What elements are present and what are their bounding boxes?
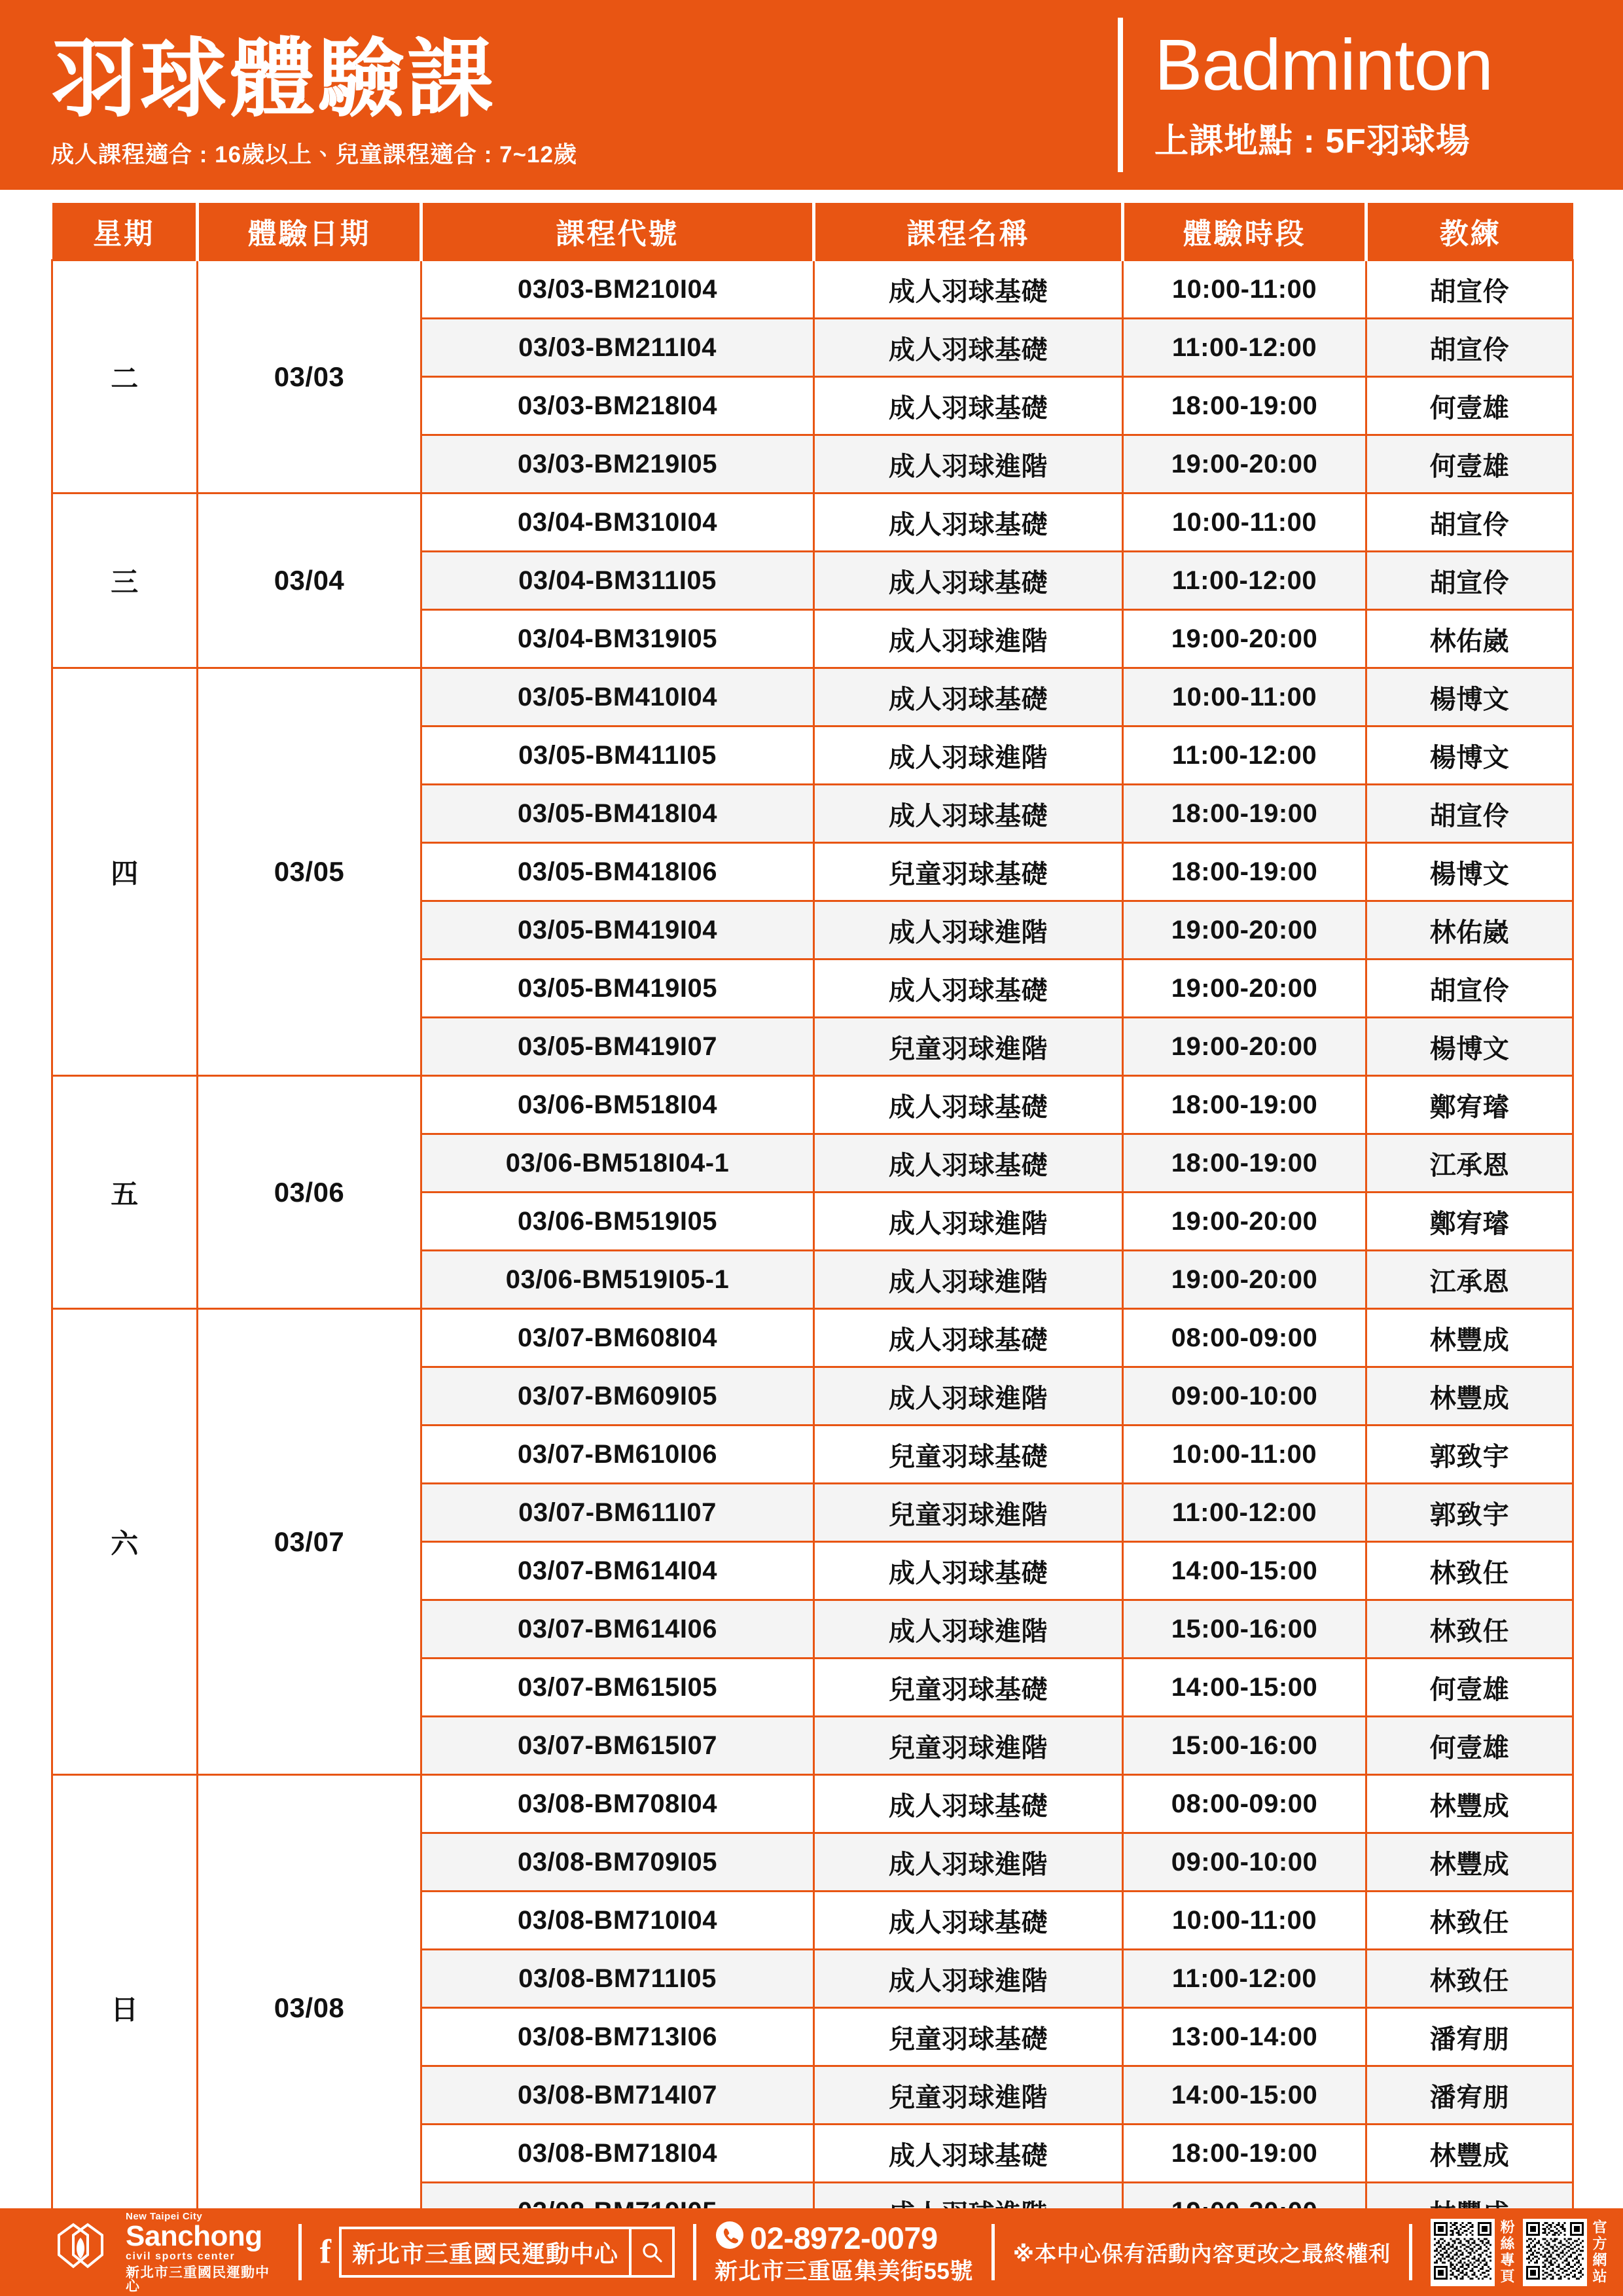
qr-code-fanpage-icon[interactable] bbox=[1431, 2219, 1495, 2286]
cell-timeslot: 18:00-19:00 bbox=[1123, 377, 1366, 435]
table-header bbox=[52, 203, 1573, 260]
cell-course-name: 成人羽球基礎 bbox=[814, 493, 1123, 552]
cell-course-code: 03/06-BM519I05-1 bbox=[421, 1251, 814, 1309]
cell-course-code: 03/08-BM709I05 bbox=[421, 1833, 814, 1892]
cell-course-name: 兒童羽球進階 bbox=[814, 1717, 1123, 1775]
cell-date: 03/06 bbox=[198, 1076, 421, 1309]
cell-timeslot: 19:00-20:00 bbox=[1123, 960, 1366, 1018]
cell-coach: 林佑崴 bbox=[1366, 901, 1573, 960]
cell-course-code: 03/05-BM418I06 bbox=[421, 843, 814, 901]
logo-chinese-label: 新北市三重國民運動中心 bbox=[126, 2265, 270, 2294]
cell-course-name: 成人羽球基礎 bbox=[814, 1775, 1123, 1833]
footer-divider-1 bbox=[298, 2224, 302, 2280]
cell-course-name: 兒童羽球進階 bbox=[814, 1484, 1123, 1542]
page-header bbox=[0, 0, 1623, 190]
cell-course-code: 03/08-BM711I05 bbox=[421, 1950, 814, 2008]
cell-coach: 何壹雄 bbox=[1366, 1717, 1573, 1775]
col-header-weekday: 星期 bbox=[52, 203, 198, 260]
qr-code-block bbox=[1431, 2219, 1606, 2286]
cell-date: 03/08 bbox=[198, 1775, 421, 2241]
cell-timeslot: 14:00-15:00 bbox=[1123, 1659, 1366, 1717]
cell-course-name: 兒童羽球進階 bbox=[814, 1018, 1123, 1076]
table-row bbox=[52, 493, 1573, 552]
cell-timeslot: 18:00-19:00 bbox=[1123, 1076, 1366, 1134]
cell-coach: 郭致宇 bbox=[1366, 1484, 1573, 1542]
cell-date: 03/04 bbox=[198, 493, 421, 668]
cell-course-name: 兒童羽球基礎 bbox=[814, 843, 1123, 901]
cell-timeslot: 10:00-11:00 bbox=[1123, 1426, 1366, 1484]
header-vertical-divider bbox=[1118, 18, 1123, 172]
cell-timeslot: 09:00-10:00 bbox=[1123, 1833, 1366, 1892]
cell-timeslot: 18:00-19:00 bbox=[1123, 1134, 1366, 1193]
qr-caption-website: 官方網站 bbox=[1591, 2219, 1607, 2285]
cell-course-name: 成人羽球基礎 bbox=[814, 785, 1123, 843]
cell-timeslot: 08:00-09:00 bbox=[1123, 1775, 1366, 1833]
cell-coach: 林致任 bbox=[1366, 1892, 1573, 1950]
col-header-coach: 教練 bbox=[1366, 203, 1573, 260]
cell-course-name: 兒童羽球基礎 bbox=[814, 1426, 1123, 1484]
cell-course-code: 03/08-BM710I04 bbox=[421, 1892, 814, 1950]
cell-coach: 林致任 bbox=[1366, 1600, 1573, 1659]
cell-timeslot: 10:00-11:00 bbox=[1123, 668, 1366, 726]
disclaimer-label: ※本中心保有活動內容更改之最終權利 bbox=[1012, 2241, 1391, 2266]
cell-course-code: 03/05-BM419I05 bbox=[421, 960, 814, 1018]
cell-timeslot: 15:00-16:00 bbox=[1123, 1600, 1366, 1659]
cell-timeslot: 11:00-12:00 bbox=[1123, 726, 1366, 785]
cell-timeslot: 19:00-20:00 bbox=[1123, 1251, 1366, 1309]
cell-timeslot: 19:00-20:00 bbox=[1123, 1193, 1366, 1251]
cell-course-name: 成人羽球進階 bbox=[814, 1367, 1123, 1426]
cell-course-name: 成人羽球基礎 bbox=[814, 1892, 1123, 1950]
cell-weekday: 四 bbox=[52, 668, 198, 1076]
cell-timeslot: 11:00-12:00 bbox=[1123, 319, 1366, 377]
cell-course-code: 03/08-BM714I07 bbox=[421, 2066, 814, 2125]
cell-course-name: 成人羽球進階 bbox=[814, 1950, 1123, 2008]
cell-course-code: 03/05-BM411I05 bbox=[421, 726, 814, 785]
cell-coach: 楊博文 bbox=[1366, 726, 1573, 785]
cell-course-code: 03/03-BM219I05 bbox=[421, 435, 814, 493]
header-right-block bbox=[1113, 0, 1623, 190]
cell-course-code: 03/06-BM518I04 bbox=[421, 1076, 814, 1134]
col-header-date: 體驗日期 bbox=[198, 203, 421, 260]
sanchong-logo-text bbox=[126, 2212, 280, 2293]
cell-date: 03/05 bbox=[198, 668, 421, 1076]
cell-weekday: 二 bbox=[52, 260, 198, 493]
phone-icon bbox=[715, 2220, 745, 2257]
address-label: 新北市三重區集美街55號 bbox=[714, 2259, 973, 2285]
cell-course-code: 03/08-BM713I06 bbox=[421, 2008, 814, 2066]
schedule-table bbox=[51, 203, 1574, 2242]
cell-course-name: 兒童羽球基礎 bbox=[814, 1659, 1123, 1717]
cell-coach: 林佑崴 bbox=[1366, 610, 1573, 668]
cell-coach: 胡宣伶 bbox=[1366, 960, 1573, 1018]
cell-coach: 林豐成 bbox=[1366, 1775, 1573, 1833]
cell-timeslot: 19:00-20:00 bbox=[1123, 435, 1366, 493]
cell-coach: 何壹雄 bbox=[1366, 1659, 1573, 1717]
facebook-page-name: 新北市三重國民運動中心 bbox=[351, 2240, 618, 2267]
cell-course-name: 成人羽球進階 bbox=[814, 1251, 1123, 1309]
qr-code-website-icon[interactable] bbox=[1523, 2219, 1587, 2286]
cell-course-name: 成人羽球進階 bbox=[814, 726, 1123, 785]
cell-coach: 胡宣伶 bbox=[1366, 785, 1573, 843]
cell-timeslot: 18:00-19:00 bbox=[1123, 785, 1366, 843]
facebook-icon: f bbox=[319, 2233, 331, 2270]
cell-course-code: 03/07-BM614I06 bbox=[421, 1600, 814, 1659]
cell-coach: 鄭宥璿 bbox=[1366, 1193, 1573, 1251]
footer-divider-3 bbox=[991, 2224, 995, 2280]
cell-course-name: 成人羽球進階 bbox=[814, 610, 1123, 668]
cell-timeslot: 19:00-20:00 bbox=[1123, 901, 1366, 960]
cell-coach: 郭致宇 bbox=[1366, 1426, 1573, 1484]
sanchong-logo bbox=[17, 2212, 280, 2293]
cell-coach: 林豐成 bbox=[1366, 1833, 1573, 1892]
cell-course-code: 03/06-BM519I05 bbox=[421, 1193, 814, 1251]
cell-coach: 楊博文 bbox=[1366, 668, 1573, 726]
cell-course-name: 成人羽球基礎 bbox=[814, 2125, 1123, 2183]
table-row bbox=[52, 1309, 1573, 1367]
table-header-row bbox=[52, 203, 1573, 260]
cell-course-code: 03/03-BM211I04 bbox=[421, 319, 814, 377]
cell-coach: 楊博文 bbox=[1366, 843, 1573, 901]
cell-timeslot: 11:00-12:00 bbox=[1123, 552, 1366, 610]
schedule-table-wrapper bbox=[0, 190, 1623, 2242]
cell-weekday: 日 bbox=[52, 1775, 198, 2241]
header-left-block bbox=[0, 0, 1113, 190]
cell-course-name: 成人羽球基礎 bbox=[814, 668, 1123, 726]
sanchong-logo-icon bbox=[54, 2221, 116, 2284]
cell-course-name: 成人羽球基礎 bbox=[814, 552, 1123, 610]
footer-divider-4 bbox=[1409, 2224, 1412, 2280]
phone-line bbox=[715, 2220, 973, 2257]
cell-course-code: 03/05-BM410I04 bbox=[421, 668, 814, 726]
cell-coach: 林豐成 bbox=[1366, 1309, 1573, 1367]
cell-course-name: 兒童羽球進階 bbox=[814, 2066, 1123, 2125]
cell-course-name: 成人羽球基礎 bbox=[814, 1309, 1123, 1367]
table-row bbox=[52, 260, 1573, 319]
table-row bbox=[52, 1775, 1573, 1833]
page-footer bbox=[0, 2208, 1623, 2296]
cell-coach: 何壹雄 bbox=[1366, 435, 1573, 493]
cell-course-code: 03/03-BM210I04 bbox=[421, 260, 814, 319]
qr-unit-website[interactable] bbox=[1523, 2219, 1606, 2286]
header-right-text bbox=[1154, 18, 1493, 172]
col-header-code: 課程代號 bbox=[421, 203, 814, 260]
cell-course-code: 03/07-BM609I05 bbox=[421, 1367, 814, 1426]
cell-course-code: 03/05-BM419I07 bbox=[421, 1018, 814, 1076]
cell-timeslot: 18:00-19:00 bbox=[1123, 2125, 1366, 2183]
cell-timeslot: 15:00-16:00 bbox=[1123, 1717, 1366, 1775]
cell-course-name: 成人羽球進階 bbox=[814, 1600, 1123, 1659]
cell-course-code: 03/07-BM608I04 bbox=[421, 1309, 814, 1367]
cell-course-code: 03/05-BM419I04 bbox=[421, 901, 814, 960]
cell-coach: 潘宥朋 bbox=[1366, 2008, 1573, 2066]
cell-coach: 胡宣伶 bbox=[1366, 493, 1573, 552]
cell-timeslot: 11:00-12:00 bbox=[1123, 1950, 1366, 2008]
cell-timeslot: 18:00-19:00 bbox=[1123, 843, 1366, 901]
cell-course-code: 03/04-BM311I05 bbox=[421, 552, 814, 610]
table-body bbox=[52, 260, 1573, 2241]
qr-unit-fanpage[interactable] bbox=[1431, 2219, 1514, 2286]
logo-name-label: Sanchong bbox=[126, 2219, 262, 2252]
cell-course-name: 成人羽球基礎 bbox=[814, 260, 1123, 319]
cell-course-code: 03/04-BM310I04 bbox=[421, 493, 814, 552]
page-title: 羽球體驗課 bbox=[51, 31, 496, 127]
cell-coach: 林致任 bbox=[1366, 1542, 1573, 1600]
cell-course-code: 03/06-BM518I04-1 bbox=[421, 1134, 814, 1193]
cell-coach: 林豐成 bbox=[1366, 2125, 1573, 2183]
cell-timeslot: 10:00-11:00 bbox=[1123, 260, 1366, 319]
cell-course-code: 03/07-BM615I05 bbox=[421, 1659, 814, 1717]
footer-divider-2 bbox=[693, 2224, 696, 2280]
phone-number: 02-8972-0079 bbox=[749, 2220, 938, 2255]
cell-coach: 楊博文 bbox=[1366, 1018, 1573, 1076]
facebook-search-block[interactable] bbox=[320, 2227, 675, 2278]
cell-coach: 胡宣伶 bbox=[1366, 552, 1573, 610]
page-subtitle: 成人課程適合 : 16歲以上、兒童課程適合 : 7~12歲 bbox=[51, 142, 577, 168]
cell-timeslot: 10:00-11:00 bbox=[1123, 1892, 1366, 1950]
cell-timeslot: 08:00-09:00 bbox=[1123, 1309, 1366, 1367]
logo-city-label: New Taipei City bbox=[126, 2210, 203, 2222]
cell-timeslot: 14:00-15:00 bbox=[1123, 2066, 1366, 2125]
cell-course-code: 03/07-BM614I04 bbox=[421, 1542, 814, 1600]
cell-course-name: 成人羽球基礎 bbox=[814, 319, 1123, 377]
cell-weekday: 六 bbox=[52, 1309, 198, 1775]
cell-course-code: 03/08-BM708I04 bbox=[421, 1775, 814, 1833]
cell-course-name: 成人羽球基礎 bbox=[814, 960, 1123, 1018]
cell-timeslot: 14:00-15:00 bbox=[1123, 1542, 1366, 1600]
cell-course-name: 成人羽球基礎 bbox=[814, 1076, 1123, 1134]
cell-course-code: 03/08-BM718I04 bbox=[421, 2125, 814, 2183]
cell-coach: 林豐成 bbox=[1366, 1367, 1573, 1426]
cell-timeslot: 19:00-20:00 bbox=[1123, 610, 1366, 668]
cell-coach: 潘宥朋 bbox=[1366, 2066, 1573, 2125]
cell-coach: 胡宣伶 bbox=[1366, 319, 1573, 377]
cell-course-name: 成人羽球基礎 bbox=[814, 377, 1123, 435]
cell-coach: 江承恩 bbox=[1366, 1134, 1573, 1193]
contact-block bbox=[715, 2220, 973, 2285]
cell-course-code: 03/07-BM615I07 bbox=[421, 1717, 814, 1775]
cell-timeslot: 19:00-20:00 bbox=[1123, 1018, 1366, 1076]
col-header-timeslot: 體驗時段 bbox=[1123, 203, 1366, 260]
cell-date: 03/03 bbox=[198, 260, 421, 493]
facebook-search-box[interactable] bbox=[339, 2227, 675, 2278]
cell-course-name: 成人羽球進階 bbox=[814, 1193, 1123, 1251]
cell-timeslot: 10:00-11:00 bbox=[1123, 493, 1366, 552]
cell-coach: 林致任 bbox=[1366, 1950, 1573, 2008]
cell-coach: 何壹雄 bbox=[1366, 377, 1573, 435]
venue-label: 上課地點 : 5F羽球場 bbox=[1154, 122, 1471, 161]
cell-course-name: 成人羽球進階 bbox=[814, 435, 1123, 493]
english-title: Badminton bbox=[1154, 24, 1493, 105]
search-icon[interactable] bbox=[629, 2229, 672, 2275]
cell-course-name: 成人羽球基礎 bbox=[814, 1542, 1123, 1600]
logo-tagline-label: civil sports center bbox=[126, 2250, 236, 2262]
cell-course-name: 成人羽球基礎 bbox=[814, 1134, 1123, 1193]
cell-weekday: 五 bbox=[52, 1076, 198, 1309]
cell-course-code: 03/05-BM418I04 bbox=[421, 785, 814, 843]
cell-weekday: 三 bbox=[52, 493, 198, 668]
cell-course-code: 03/04-BM319I05 bbox=[421, 610, 814, 668]
col-header-course: 課程名稱 bbox=[814, 203, 1123, 260]
cell-coach: 胡宣伶 bbox=[1366, 260, 1573, 319]
cell-course-code: 03/07-BM611I07 bbox=[421, 1484, 814, 1542]
cell-coach: 鄭宥璿 bbox=[1366, 1076, 1573, 1134]
cell-date: 03/07 bbox=[198, 1309, 421, 1775]
cell-course-code: 03/03-BM218I04 bbox=[421, 377, 814, 435]
cell-course-code: 03/07-BM610I06 bbox=[421, 1426, 814, 1484]
cell-timeslot: 11:00-12:00 bbox=[1123, 1484, 1366, 1542]
cell-timeslot: 13:00-14:00 bbox=[1123, 2008, 1366, 2066]
cell-timeslot: 09:00-10:00 bbox=[1123, 1367, 1366, 1426]
table-row bbox=[52, 668, 1573, 726]
cell-course-name: 兒童羽球基礎 bbox=[814, 2008, 1123, 2066]
qr-caption-fanpage: 粉絲專頁 bbox=[1499, 2219, 1515, 2285]
cell-course-name: 成人羽球進階 bbox=[814, 901, 1123, 960]
table-row bbox=[52, 1076, 1573, 1134]
cell-coach: 江承恩 bbox=[1366, 1251, 1573, 1309]
cell-course-name: 成人羽球進階 bbox=[814, 1833, 1123, 1892]
